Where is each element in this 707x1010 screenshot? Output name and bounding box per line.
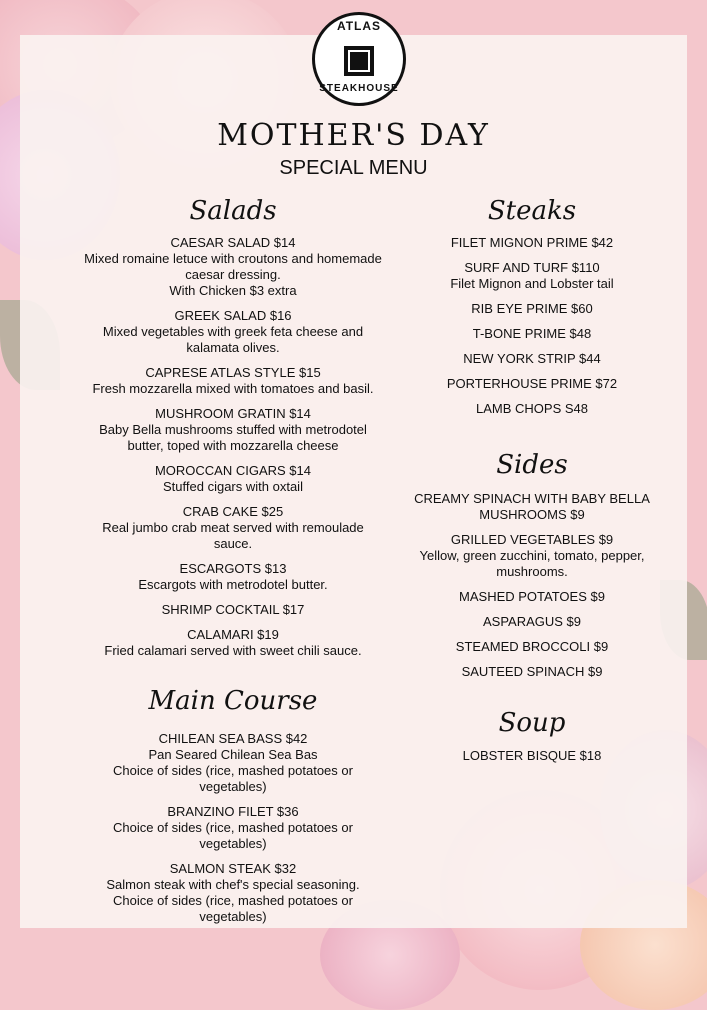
menu-item [83,627,383,659]
menu-item-name: BRANZINO FILET $36 [167,804,299,819]
steaks-list [382,235,682,426]
menu-item [83,504,383,552]
menu-item-description: Escargots with metrodotel butter. [138,577,328,592]
menu-item [382,401,682,417]
menu-item-name: FILET MIGNON PRIME $42 [450,235,614,250]
menu-item [382,235,682,251]
menu-item [382,326,682,342]
logo-emblem-icon [344,46,374,76]
menu-item [83,804,383,852]
menu-item-name: CAPRESE ATLAS STYLE $15 [145,365,321,380]
menu-item [400,614,664,630]
menu-item [382,376,682,392]
page-subtitle: SPECIAL MENU [279,157,428,179]
menu-item [382,260,682,292]
menu-item [83,365,383,397]
menu-item-name: LAMB CHOPS S48 [476,401,588,416]
menu-item [382,301,682,317]
menu-item [400,639,664,655]
atlas-steakhouse-logo [312,12,406,106]
menu-item-name: STEAMED BROCCOLI $9 [455,639,609,654]
menu-item-description: Filet Mignon and Lobster tail [450,276,614,291]
menu-item-description: Yellow, green zucchini, tomato, pepper, mushrooms. [419,548,645,579]
soup-list [382,748,682,773]
salads-heading: Salads [189,196,277,226]
menu-item-name: ESCARGOTS $13 [179,561,287,576]
menu-item-name: SURF AND TURF $110 [464,260,600,275]
logo-top-text: ATLAS [336,19,382,33]
menu-item-description: Pan Seared Chilean Sea Bas Choice of sides (rice, mashed potatoes or vegetables) [113,747,353,794]
menu-item-name: CRAB CAKE $25 [182,504,284,519]
menu-item-name: MASHED POTATOES $9 [459,589,605,604]
menu-item-name: LOBSTER BISQUE $18 [462,748,602,763]
menu-item [83,463,383,495]
salads-list [83,235,383,668]
menu-item-name: GREEK SALAD $16 [174,308,292,323]
logo-bottom-text: STEAKHOUSE [319,83,399,94]
menu-item [83,308,383,356]
sides-heading: Sides [496,450,568,480]
steaks-heading: Steaks [487,196,577,226]
menu-item [400,664,664,680]
menu-item [83,602,383,618]
main-course-list [83,731,383,934]
menu-item-name: RIB EYE PRIME $60 [471,301,593,316]
menu-item-name: GRILLED VEGETABLES $9 [450,532,614,547]
menu-item-description: Mixed romaine letuce with croutons and homemade caesar dressing. With Chicken $3 extra [84,251,382,298]
menu-item-description: Mixed vegetables with greek feta cheese and kalamata olives. [102,324,364,355]
menu-item-description: Baby Bella mushrooms stuffed with metrodotel butter, toped with mozzarella cheese [99,422,367,453]
menu-item-name: SHRIMP COCKTAIL $17 [161,602,305,617]
sides-list [400,491,664,689]
menu-item-name: PORTERHOUSE PRIME $72 [446,376,618,391]
soup-heading: Soup [498,708,566,738]
menu-item-name: SAUTEED SPINACH $9 [461,664,603,679]
menu-item-description: Fried calamari served with sweet chili sauce. [104,643,362,658]
menu-item-name: T-BONE PRIME $48 [472,326,592,341]
menu-item [83,235,383,299]
menu-item [400,532,664,580]
menu-item [382,351,682,367]
menu-item [382,748,682,764]
page-title: MOTHER'S DAY [217,118,490,153]
menu-item-name: MUSHROOM GRATIN $14 [155,406,311,421]
menu-item [400,491,664,523]
menu-item [400,589,664,605]
menu-item-name: CHILEAN SEA BASS $42 [158,731,308,746]
menu-item [83,561,383,593]
menu-item [83,731,383,795]
menu-item-name: CAESAR SALAD $14 [170,235,296,250]
menu-item-description: Fresh mozzarella mixed with tomatoes and basil. [92,381,374,396]
menu-item-description: Stuffed cigars with oxtail [163,479,303,494]
menu-item [83,406,383,454]
menu-item-name: CREAMY SPINACH WITH BABY BELLA MUSHROOMS $9 [414,491,650,522]
menu-item-name: MOROCCAN CIGARS $14 [154,463,312,478]
menu-item-name: NEW YORK STRIP $44 [463,351,601,366]
menu-item-description: Choice of sides (rice, mashed potatoes or vegetables) [113,820,353,851]
menu-item [83,861,383,925]
menu-item-description: Salmon steak with chef's special seasoning. Choice of sides (rice, mashed potatoes or vegetables) [106,877,360,924]
menu-item-name: ASPARAGUS $9 [482,614,582,629]
menu-item-name: CALAMARI $19 [187,627,279,642]
menu-item-name: SALMON STEAK $32 [169,861,297,876]
main-course-heading: Main Course [148,686,318,716]
menu-item-description: Real jumbo crab meat served with remoulade sauce. [102,520,364,551]
